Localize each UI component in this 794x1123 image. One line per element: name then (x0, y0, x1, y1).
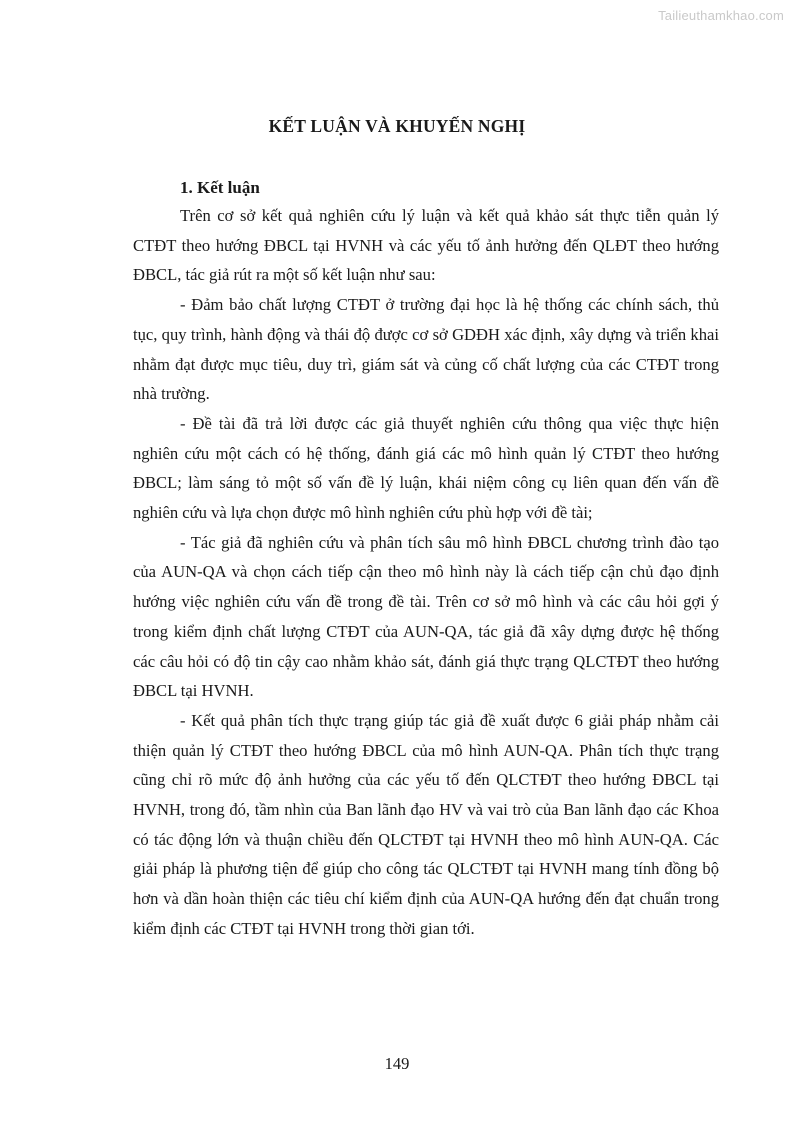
paragraph-quality-assurance: - Đảm bảo chất lượng CTĐT ở trường đại học là hệ thống các chính sách, thủ tục, quy trình, hành động và thái độ được cơ sở GDĐH xác định, xây dựng và triển khai nhằm đạt được mục tiêu, duy trì, giám sát và củng cố chất lượng của các CTĐT trong nhà trường. (133, 295, 719, 404)
paragraph-hypotheses: - Đề tài đã trả lời được các giả thuyết nghiên cứu thông qua việc thực hiện nghiên cứu một cách có hệ thống, đánh giá các mô hình quản lý CTĐT theo hướng ĐBCL; làm sáng tỏ một số vấn đề lý luận, khái niệm công cụ liên quan đến vấn đề nghiên cứu và lựa chọn được mô hình nghiên cứu phù hợp với đề tài; (133, 413, 719, 523)
paragraph-intro: Trên cơ sở kết quả nghiên cứu lý luận và kết quả khảo sát thực tiễn quản lý CTĐT theo hướng ĐBCL tại HVNH và các yếu tố ảnh hưởng đến QLĐT theo hướng ĐBCL, tác giả rút ra một số kết luận như sau: (133, 206, 719, 285)
page-number: 149 (384, 1054, 410, 1073)
section-heading: 1. Kết luận (180, 178, 260, 197)
paragraph-aun-qa-model: - Tác giả đã nghiên cứu và phân tích sâu mô hình ĐBCL chương trình đào tạo của AUN-QA và chọn cách tiếp cận theo mô hình này là cách tiếp cận chủ đạo định hướng việc nghiên cứu vấn đề trong đề tài. Trên cơ sở mô hình và các câu hỏi gợi ý trong kiểm định chất lượng CTĐT của AUN-QA, tác giả đã xây dựng được hệ thống các câu hỏi có độ tin cậy cao nhằm khảo sát, đánh giá thực trạng QLCTĐT theo hướng ĐBCL tại HVNH. (133, 532, 719, 701)
paragraph-solutions: - Kết quả phân tích thực trạng giúp tác giả đề xuất được 6 giải pháp nhằm cải thiện quản lý CTĐT theo hướng ĐBCL của mô hình AUN-QA. Phân tích thực trạng cũng chỉ rõ mức độ ảnh hưởng của các yếu tố đến QLCTĐT theo hướng ĐBCL tại HVNH, trong đó, tầm nhìn của Ban lãnh đạo HV và vai trò của Ban lãnh đạo các Khoa có tác động lớn và thuận chiều đến QLCTĐT tại HVNH theo mô hình AUN-QA. Các giải pháp là phương tiện để giúp cho công tác QLCTĐT tại HVNH mang tính đồng bộ hơn và dần hoàn thiện các tiêu chí kiểm định của AUN-QA hướng đến đạt chuẩn trong kiểm định các CTĐT tại HVNH trong thời gian tới. (133, 710, 719, 938)
document-body (133, 174, 719, 944)
watermark-text: Tailieuthamkhao.com (658, 8, 784, 23)
page-title: KẾT LUẬN VÀ KHUYẾN NGHỊ (268, 116, 526, 136)
